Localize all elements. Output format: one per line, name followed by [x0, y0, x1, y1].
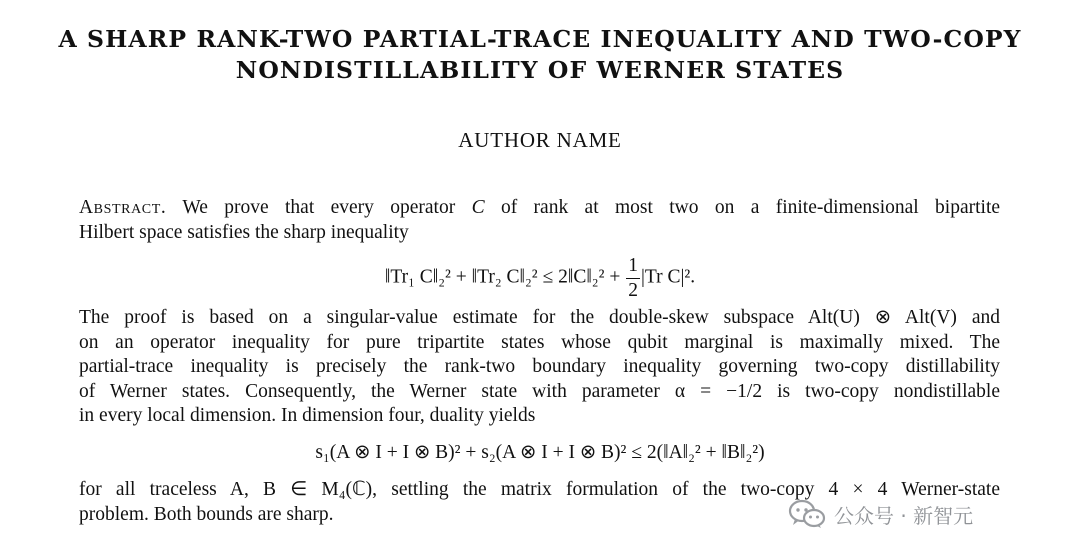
equation-partial-trace-inequality [0, 256, 1080, 300]
watermark [788, 496, 973, 532]
math-variable: C [471, 197, 485, 218]
abstract-paragraph-2 [79, 306, 1000, 429]
fraction-denominator: 2 [628, 279, 638, 301]
abstract-line: The proof is based on a singular-value estimate for the double-skew subspace Alt(U) ⊗ Alt(V) and [79, 307, 1000, 328]
wechat-icon [788, 499, 826, 529]
equation-singular-value-bound: s₁(A ⊗ I + I ⊗ B)² + s₂(A ⊗ I + I ⊗ B)² ≤ 2(‖A‖₂² + ‖B‖₂²) [315, 442, 765, 463]
fraction-one-half [626, 256, 640, 300]
equation-left-side: ‖Tr₁ C‖₂² + ‖Tr₂ C‖₂² ≤ 2‖C‖₂² + [384, 266, 626, 288]
fraction-numerator: 1 [626, 256, 640, 279]
abstract-paragraph-1 [79, 196, 1000, 245]
watermark-text: 公众号 · 新智元 [834, 503, 974, 528]
equation-right-side: |Tr C|². [640, 266, 696, 288]
abstract-line: problem. Both bounds are sharp. [79, 503, 334, 525]
abstract-line: partial-trace inequality is precisely the rank-two boundary inequality governing two-copy distillability [79, 356, 1000, 377]
paper-title-line-2: NONDISTILLABILITY OF WERNER STATES [235, 56, 845, 84]
abstract-line [79, 196, 1000, 221]
paper-title-line-1: A SHARP RANK-TWO PARTIAL-TRACE INEQUALITY AND TWO-COPY [58, 25, 1022, 53]
abstract-text: We prove that every operator [182, 197, 456, 218]
abstract-line: Hilbert space satisfies the sharp inequality [79, 221, 409, 243]
abstract-label: Abstract. [79, 197, 167, 218]
abstract-text: of rank at most two on a finite-dimensional bipartite [500, 197, 1001, 218]
abstract-line: in every local dimension. In dimension four, duality yields [79, 405, 536, 426]
abstract-line: on an operator inequality for pure tripartite states whose qubit marginal is maximally mixed. The [79, 331, 1000, 353]
abstract-line: for all traceless A, B ∈ M₄(ℂ), settling the matrix formulation of the two-copy 4 × 4 Werner-state [79, 479, 1000, 500]
abstract-line: of Werner states. Consequently, the Werner state with parameter α = −1/2 is two-copy nondistillable [79, 380, 1000, 402]
author-name: AUTHOR NAME [458, 128, 622, 152]
